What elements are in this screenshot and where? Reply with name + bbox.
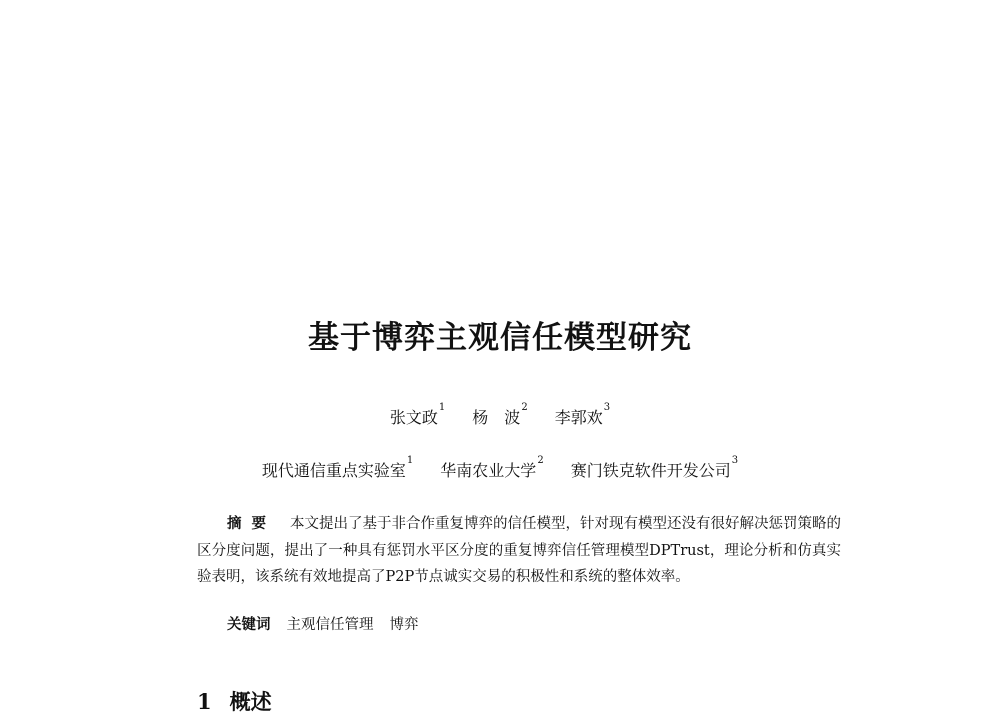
section-title: 概述 [229,689,272,714]
affiliation-list [0,455,1000,481]
section-heading [197,686,272,716]
keywords-label: 关键词 [227,616,271,633]
keyword: 博弈 [389,617,419,633]
author-name: 李郭欢 [554,408,603,427]
author-affiliation-marker: 2 [521,402,528,413]
affiliation [261,455,414,481]
section-number: 1 [197,689,212,714]
abstract-label: 摘要 [227,515,276,532]
author [554,402,611,428]
affiliation-marker: 2 [537,455,544,466]
paper-title: 基于博弈主观信任模型研究 [308,320,692,356]
affiliation-marker: 1 [406,455,414,466]
affiliation-name: 现代通信重点实验室 [261,461,406,480]
author-name: 张文政 [389,408,438,427]
affiliation [570,455,739,481]
author-affiliation-marker: 3 [603,402,611,413]
keyword: 主观信任管理 [286,617,374,633]
abstract [197,511,841,591]
keywords [227,612,419,638]
author-name: 杨 波 [472,408,521,427]
author-list [0,402,1000,428]
author [389,402,446,428]
abstract-text: 本文提出了基于非合作重复博弈的信任模型，针对现有模型还没有很好解决惩罚策略的区分度问题，提出了一种具有惩罚水平区分度的重复博弈信任管理模型DPTrust，理论分析和仿真实验表明，该系统有效地提高了P2P节点诚实交易的积极性和系统的整体效率。 [197,516,841,585]
affiliation-marker: 3 [731,455,739,466]
author-affiliation-marker: 1 [438,402,446,413]
affiliation [440,455,544,481]
author [472,402,528,428]
affiliation-name: 华南农业大学 [440,461,537,480]
affiliation-name: 赛门铁克软件开发公司 [570,461,731,480]
